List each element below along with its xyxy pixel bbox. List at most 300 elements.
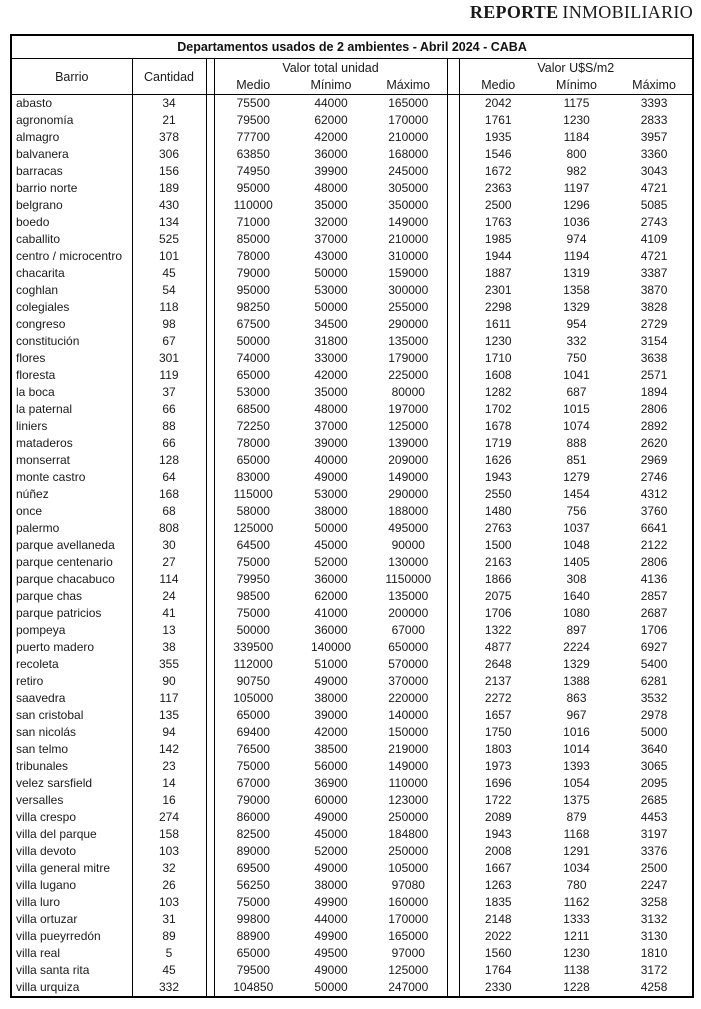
- value-cell: 1228: [563, 980, 590, 994]
- column-spacer: [447, 792, 459, 809]
- barrio-cell: almagro: [11, 129, 132, 146]
- value-cell: 1810: [640, 946, 668, 960]
- value-cell: 2148: [484, 912, 512, 926]
- column-spacer: [206, 605, 214, 622]
- value-cell: 89: [162, 929, 176, 943]
- value-cell: 90000: [391, 538, 425, 552]
- value-cell: 210000: [388, 232, 429, 246]
- column-spacer: [447, 486, 459, 503]
- value-cell: 1048: [563, 538, 590, 552]
- value-cell: 1803: [484, 742, 512, 756]
- value-cell: 142: [158, 742, 180, 756]
- barrio-cell: parque avellaneda: [11, 537, 132, 554]
- value-cell: 1080: [563, 606, 590, 620]
- column-spacer: [206, 282, 214, 299]
- table-row: [11, 452, 693, 469]
- value-cell: 1500: [484, 538, 512, 552]
- value-cell: 1405: [563, 555, 590, 569]
- value-cell: 90750: [236, 674, 270, 688]
- column-spacer: [206, 588, 214, 605]
- value-cell: 851: [566, 453, 587, 467]
- value-cell: 77700: [236, 130, 270, 144]
- value-cell: 1608: [484, 368, 512, 382]
- value-cell: 98: [162, 317, 176, 331]
- value-cell: 1279: [563, 470, 590, 484]
- value-cell: 750: [566, 351, 587, 365]
- column-spacer: [206, 707, 214, 724]
- value-cell: 1887: [484, 266, 512, 280]
- barrio-cell: belgrano: [11, 197, 132, 214]
- value-cell: 1322: [484, 623, 512, 637]
- column-spacer: [206, 486, 214, 503]
- value-cell: 3043: [640, 164, 668, 178]
- value-cell: 119: [159, 368, 179, 382]
- value-cell: 2746: [640, 470, 668, 484]
- table-header: [11, 35, 693, 95]
- column-spacer: [206, 299, 214, 316]
- column-spacer: [206, 129, 214, 146]
- table-row: [11, 724, 693, 741]
- value-cell: 3258: [640, 895, 668, 909]
- column-spacer: [447, 469, 459, 486]
- value-cell: 35000: [314, 198, 348, 212]
- value-cell: 1764: [484, 963, 512, 977]
- column-spacer: [206, 758, 214, 775]
- column-spacer: [447, 299, 459, 316]
- value-cell: 3957: [640, 130, 668, 144]
- value-cell: 1333: [563, 912, 590, 926]
- value-cell: 49000: [314, 810, 348, 824]
- value-cell: 49000: [314, 861, 348, 875]
- table-row: [11, 129, 693, 146]
- value-cell: 74000: [236, 351, 270, 365]
- value-cell: 123000: [388, 793, 429, 807]
- column-spacer: [206, 571, 214, 588]
- value-cell: 125000: [388, 963, 429, 977]
- column-spacer: [447, 707, 459, 724]
- value-cell: 90: [162, 674, 176, 688]
- table-row: [11, 112, 693, 129]
- value-cell: 134: [158, 215, 180, 229]
- barrio-cell: núñez: [11, 486, 132, 503]
- value-cell: 65000: [236, 708, 270, 722]
- table-row: [11, 469, 693, 486]
- value-cell: 2363: [484, 181, 512, 195]
- value-cell: 79000: [236, 266, 270, 280]
- value-cell: 650000: [388, 640, 429, 654]
- value-cell: 48000: [314, 181, 348, 195]
- barrio-cell: boedo: [11, 214, 132, 231]
- value-cell: 68: [162, 504, 176, 518]
- value-cell: 38500: [314, 742, 348, 756]
- value-cell: 6641: [640, 521, 668, 535]
- value-cell: 290000: [388, 317, 429, 331]
- brand-logo: [470, 2, 693, 23]
- value-cell: 76500: [236, 742, 270, 756]
- value-cell: 158: [158, 827, 180, 841]
- table-row: [11, 435, 693, 452]
- value-cell: 114: [159, 572, 179, 586]
- column-spacer: [206, 146, 214, 163]
- value-cell: 756: [566, 504, 587, 518]
- value-cell: 2685: [640, 793, 668, 807]
- column-spacer: [206, 962, 214, 979]
- value-cell: 88: [162, 419, 176, 433]
- value-cell: 38000: [314, 504, 348, 518]
- table-row: [11, 656, 693, 673]
- value-cell: 78000: [236, 249, 270, 263]
- value-cell: 2892: [640, 419, 668, 433]
- column-spacer: [206, 265, 214, 282]
- value-cell: 45000: [314, 538, 348, 552]
- table-body: [11, 95, 693, 998]
- value-cell: 50000: [236, 623, 270, 637]
- value-cell: 118: [159, 300, 179, 314]
- value-cell: 32: [162, 861, 176, 875]
- value-cell: 1375: [563, 793, 590, 807]
- table-row: [11, 673, 693, 690]
- value-cell: 80000: [391, 385, 425, 399]
- column-spacer: [206, 367, 214, 384]
- column-header-cantidad: Cantidad: [132, 59, 206, 95]
- barrio-cell: villa general mitre: [11, 860, 132, 877]
- value-cell: 1943: [484, 827, 512, 841]
- table-row: [11, 520, 693, 537]
- value-cell: 53000: [236, 385, 270, 399]
- barrio-cell: chacarita: [11, 265, 132, 282]
- value-cell: 69500: [236, 861, 270, 875]
- table-row: [11, 197, 693, 214]
- value-cell: 1388: [563, 674, 590, 688]
- value-cell: 225000: [388, 368, 429, 382]
- column-spacer: [447, 554, 459, 571]
- barrio-cell: monserrat: [11, 452, 132, 469]
- value-cell: 1230: [563, 113, 590, 127]
- value-cell: 189: [158, 181, 180, 195]
- value-cell: 1702: [484, 402, 512, 416]
- value-cell: 982: [566, 164, 587, 178]
- value-cell: 97000: [391, 946, 425, 960]
- value-cell: 1329: [563, 300, 590, 314]
- value-cell: 95000: [236, 283, 270, 297]
- value-cell: 3360: [640, 147, 668, 161]
- value-cell: 117: [159, 691, 179, 705]
- column-group-valor-total-unidad: Valor total unidad: [282, 60, 379, 75]
- value-cell: 38000: [314, 691, 348, 705]
- value-cell: 332: [158, 980, 180, 994]
- value-cell: 54: [162, 283, 176, 297]
- value-cell: 69400: [236, 725, 270, 739]
- value-cell: 159000: [388, 266, 429, 280]
- value-cell: 149000: [388, 759, 429, 773]
- value-cell: 1657: [484, 708, 512, 722]
- barrio-cell: once: [11, 503, 132, 520]
- value-cell: 35000: [314, 385, 348, 399]
- value-cell: 1944: [484, 249, 512, 263]
- value-cell: 2620: [640, 436, 668, 450]
- value-cell: 82500: [236, 827, 270, 841]
- value-cell: 66: [162, 436, 176, 450]
- barrio-cell: barracas: [11, 163, 132, 180]
- table-row: [11, 265, 693, 282]
- value-cell: 2571: [640, 368, 668, 382]
- value-cell: 1358: [563, 283, 590, 297]
- column-group-valor-usd-m2: Valor U$S/m2: [537, 60, 615, 75]
- column-spacer: [447, 741, 459, 758]
- barrio-cell: villa lugano: [11, 877, 132, 894]
- value-cell: 65000: [236, 946, 270, 960]
- column-header-m2-medio: Medio: [459, 76, 537, 95]
- value-cell: 2833: [640, 113, 668, 127]
- table-row: [11, 214, 693, 231]
- value-cell: 1626: [484, 453, 512, 467]
- column-spacer: [206, 95, 214, 113]
- table-row: [11, 911, 693, 928]
- value-cell: 41000: [314, 606, 348, 620]
- table-row: [11, 333, 693, 350]
- value-cell: 197000: [388, 402, 429, 416]
- value-cell: 34: [162, 96, 176, 110]
- table-row: [11, 180, 693, 197]
- column-spacer: [206, 877, 214, 894]
- value-cell: 67000: [236, 776, 270, 790]
- value-cell: 274: [158, 810, 180, 824]
- table-title-row: [11, 35, 693, 59]
- column-spacer: [447, 112, 459, 129]
- value-cell: 2330: [484, 980, 512, 994]
- column-spacer: [206, 622, 214, 639]
- value-cell: 1706: [484, 606, 512, 620]
- column-spacer: [447, 860, 459, 877]
- barrio-cell: constitución: [11, 333, 132, 350]
- value-cell: 308: [566, 572, 587, 586]
- barrio-cell: villa crespo: [11, 809, 132, 826]
- column-header-total-medio: Medio: [214, 76, 292, 95]
- value-cell: 967: [566, 708, 587, 722]
- barrio-cell: pompeya: [11, 622, 132, 639]
- value-cell: 1943: [484, 470, 512, 484]
- table-row: [11, 248, 693, 265]
- value-cell: 3393: [640, 96, 668, 110]
- value-cell: 1678: [484, 419, 512, 433]
- value-cell: 370000: [388, 674, 429, 688]
- value-cell: 38: [162, 640, 176, 654]
- value-cell: 72250: [236, 419, 270, 433]
- column-spacer: [447, 163, 459, 180]
- value-cell: 42000: [314, 130, 348, 144]
- brand-inmobiliario: INMOBILIARIO: [562, 2, 693, 22]
- value-cell: 115000: [233, 487, 273, 501]
- value-cell: 79500: [236, 113, 270, 127]
- value-cell: 3172: [640, 963, 668, 977]
- value-cell: 16: [162, 793, 176, 807]
- value-cell: 36000: [314, 623, 348, 637]
- column-spacer: [447, 265, 459, 282]
- value-cell: 1750: [484, 725, 512, 739]
- table-row: [11, 877, 693, 894]
- column-spacer: [447, 503, 459, 520]
- value-cell: 300000: [388, 283, 429, 297]
- table-row: [11, 367, 693, 384]
- column-spacer: [206, 384, 214, 401]
- value-cell: 32000: [314, 215, 348, 229]
- barrio-cell: san nicolás: [11, 724, 132, 741]
- value-cell: 3828: [640, 300, 668, 314]
- value-cell: 1197: [563, 181, 590, 195]
- value-cell: 863: [566, 691, 587, 705]
- value-cell: 255000: [388, 300, 429, 314]
- value-cell: 1454: [563, 487, 590, 501]
- value-cell: 65000: [236, 453, 270, 467]
- value-cell: 71000: [236, 215, 270, 229]
- value-cell: 355: [158, 657, 180, 671]
- value-cell: 1761: [484, 113, 512, 127]
- value-cell: 1282: [484, 385, 512, 399]
- value-cell: 140000: [388, 708, 429, 722]
- column-header-barrio: Barrio: [11, 59, 132, 95]
- column-spacer: [447, 877, 459, 894]
- barrio-cell: parque patricios: [11, 605, 132, 622]
- value-cell: 135000: [388, 334, 429, 348]
- column-spacer: [206, 248, 214, 265]
- value-cell: 43000: [314, 249, 348, 263]
- value-cell: 2806: [640, 555, 668, 569]
- table-row: [11, 503, 693, 520]
- barrio-cell: retiro: [11, 673, 132, 690]
- value-cell: 1935: [484, 130, 512, 144]
- value-cell: 170000: [388, 912, 429, 926]
- value-cell: 301: [158, 351, 180, 365]
- column-spacer: [447, 928, 459, 945]
- value-cell: 2648: [484, 657, 512, 671]
- value-cell: 50000: [236, 334, 270, 348]
- column-spacer: [206, 401, 214, 418]
- value-cell: 179000: [388, 351, 429, 365]
- table-row: [11, 571, 693, 588]
- value-cell: 219000: [388, 742, 429, 756]
- value-cell: 1296: [563, 198, 590, 212]
- table-row: [11, 707, 693, 724]
- value-cell: 135000: [388, 589, 429, 603]
- table-row: [11, 299, 693, 316]
- value-cell: 37: [162, 385, 176, 399]
- table-row: [11, 894, 693, 911]
- barrio-cell: villa santa rita: [11, 962, 132, 979]
- barrio-cell: monte castro: [11, 469, 132, 486]
- value-cell: 99800: [236, 912, 270, 926]
- column-spacer: [206, 316, 214, 333]
- value-cell: 94: [162, 725, 176, 739]
- value-cell: 245000: [388, 164, 429, 178]
- value-cell: 1640: [563, 589, 590, 603]
- barrio-cell: la boca: [11, 384, 132, 401]
- value-cell: 2857: [640, 589, 668, 603]
- barrio-cell: agronomía: [11, 112, 132, 129]
- value-cell: 2163: [484, 555, 512, 569]
- column-spacer: [447, 146, 459, 163]
- column-spacer: [447, 435, 459, 452]
- column-spacer: [206, 690, 214, 707]
- value-cell: 39000: [314, 708, 348, 722]
- column-spacer: [206, 418, 214, 435]
- value-cell: 2743: [640, 215, 668, 229]
- column-spacer: [206, 435, 214, 452]
- value-cell: 378: [158, 130, 180, 144]
- value-cell: 1150000: [385, 572, 432, 586]
- barrio-cell: villa real: [11, 945, 132, 962]
- value-cell: 200000: [388, 606, 429, 620]
- value-cell: 800: [566, 147, 587, 161]
- barrio-cell: puerto madero: [11, 639, 132, 656]
- value-cell: 150000: [388, 725, 429, 739]
- column-spacer: [447, 537, 459, 554]
- value-cell: 1138: [563, 963, 590, 977]
- value-cell: 1291: [563, 844, 590, 858]
- value-cell: 140000: [310, 640, 352, 654]
- value-cell: 53000: [314, 283, 348, 297]
- value-cell: 2301: [484, 283, 512, 297]
- barrio-cell: liniers: [11, 418, 132, 435]
- value-cell: 1672: [484, 164, 512, 178]
- column-spacer: [447, 452, 459, 469]
- value-cell: 156: [158, 164, 180, 178]
- value-cell: 1719: [484, 436, 512, 450]
- barrio-cell: barrio norte: [11, 180, 132, 197]
- value-cell: 1034: [563, 861, 590, 875]
- column-spacer: [447, 129, 459, 146]
- table-row: [11, 231, 693, 248]
- table-row: [11, 554, 693, 571]
- value-cell: 2095: [640, 776, 668, 790]
- value-cell: 64: [162, 470, 176, 484]
- value-cell: 36000: [314, 147, 348, 161]
- value-cell: 1041: [563, 368, 590, 382]
- value-cell: 1866: [484, 572, 512, 586]
- column-spacer: [206, 775, 214, 792]
- value-cell: 5: [165, 946, 173, 960]
- column-spacer: [447, 656, 459, 673]
- barrio-cell: floresta: [11, 367, 132, 384]
- value-cell: 2137: [484, 674, 512, 688]
- column-spacer: [206, 894, 214, 911]
- column-spacer: [206, 860, 214, 877]
- column-spacer: [447, 622, 459, 639]
- column-spacer: [447, 333, 459, 350]
- column-spacer: [206, 724, 214, 741]
- value-cell: 65000: [236, 368, 270, 382]
- column-spacer: [206, 214, 214, 231]
- value-cell: 2729: [640, 317, 668, 331]
- column-spacer: [447, 571, 459, 588]
- value-cell: 165000: [388, 96, 429, 110]
- value-cell: 89000: [236, 844, 270, 858]
- column-spacer: [206, 792, 214, 809]
- table-row: [11, 401, 693, 418]
- column-header-total-maximo: Máximo: [370, 76, 447, 95]
- value-cell: 48000: [314, 402, 348, 416]
- value-cell: 5000: [640, 725, 668, 739]
- value-cell: 5085: [640, 198, 668, 212]
- value-cell: 41: [162, 606, 176, 620]
- column-spacer: [206, 452, 214, 469]
- value-cell: 105000: [233, 691, 274, 705]
- value-cell: 1835: [484, 895, 512, 909]
- value-cell: 39000: [314, 436, 348, 450]
- barrio-cell: la paternal: [11, 401, 132, 418]
- table-row: [11, 860, 693, 877]
- barrio-cell: coghlan: [11, 282, 132, 299]
- value-cell: 1696: [484, 776, 512, 790]
